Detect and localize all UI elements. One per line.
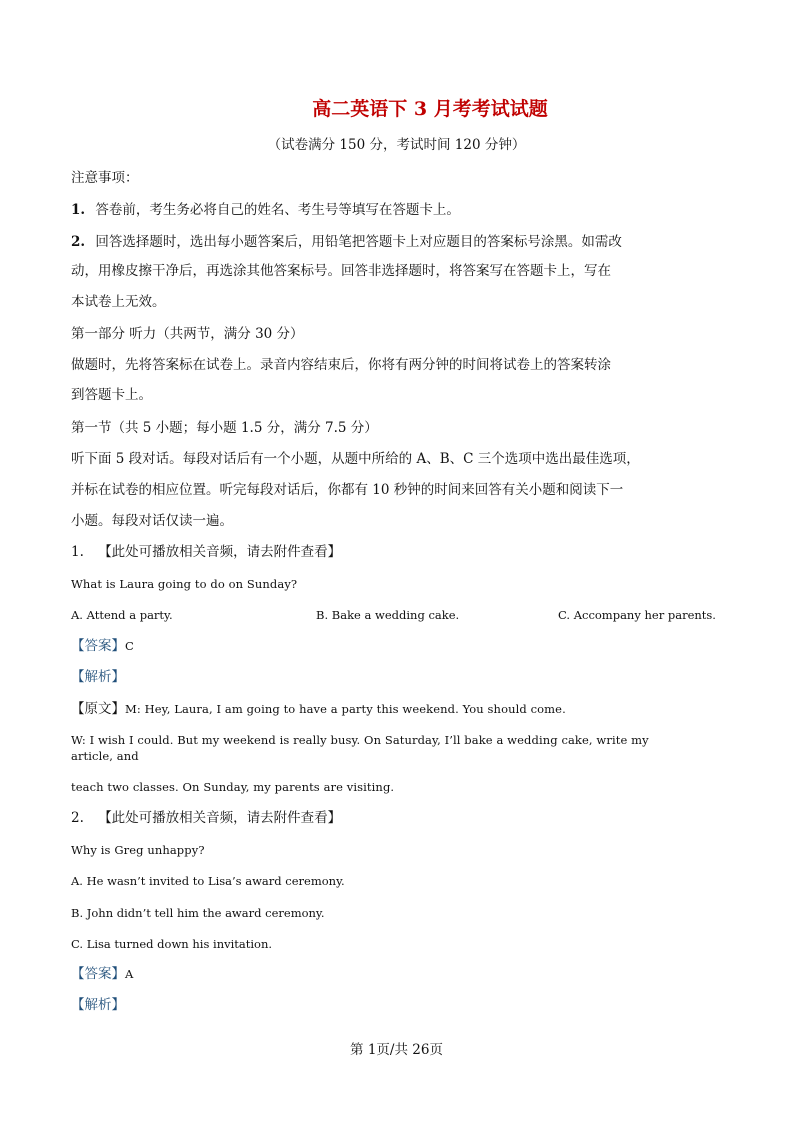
question-number: 1. xyxy=(71,544,84,560)
part1-instructions-line1: 做题时，先将答案标在试卷上。录音内容结束后，你将有两分钟的时间将试卷上的答案转涂 xyxy=(71,357,611,373)
note-item-1 xyxy=(71,201,460,219)
question-1-option-a: A. Attend a party. xyxy=(71,608,173,622)
question-2-option-a: A. He wasn’t invited to Lisa’s award ceremony. xyxy=(71,874,345,888)
note-item-2-line2: 动，用橡皮擦干净后，再选涂其他答案标号。回答非选择题时，将答案写在答题卡上，写在 xyxy=(71,263,611,279)
note-number: 1. xyxy=(71,202,86,218)
note-number: 2. xyxy=(71,234,86,250)
question-2-option-b: B. John didn’t tell him the award ceremony. xyxy=(71,906,325,920)
question-1-text: What is Laura going to do on Sunday? xyxy=(71,577,298,591)
question-1-analysis xyxy=(71,668,125,686)
question-1-answer xyxy=(71,637,134,655)
transcript-label: 【原文】 xyxy=(71,701,125,717)
page-title: 高二英语下 3 月考考试试题 xyxy=(312,98,548,120)
section1-instructions-line2: 并标在试卷的相应位置。听完每段对话后，你都有 10 秒钟的时间来回答有关小题和阅读下一 xyxy=(71,482,624,498)
page-footer: 第 1页/共 26页 xyxy=(350,1042,443,1058)
audio-placeholder: 【此处可播放相关音频，请去附件查看】 xyxy=(98,544,342,560)
answer-label: 【答案】 xyxy=(71,966,125,982)
question-2-option-c: C. Lisa turned down his invitation. xyxy=(71,937,273,951)
question-number: 2. xyxy=(71,810,84,826)
section1-instructions-line1: 听下面 5 段对话。每段对话后有一个小题，从题中所给的 A、B、C 三个选项中选出最佳选项， xyxy=(71,451,640,467)
question-2-analysis xyxy=(71,996,125,1014)
part1-heading: 第一部分 听力（共两节，满分 30 分） xyxy=(71,326,304,342)
question-1-header xyxy=(71,543,341,561)
question-1-option-b: B. Bake a wedding cake. xyxy=(316,608,460,622)
question-1-option-c: C. Accompany her parents. xyxy=(558,608,716,622)
notes-heading: 注意事项： xyxy=(71,170,139,186)
question-2-text: Why is Greg unhappy? xyxy=(71,843,205,857)
answer-value: C xyxy=(125,639,134,653)
exam-info-subtitle: （试卷满分 150 分，考试时间 120 分钟） xyxy=(267,137,526,153)
answer-value: A xyxy=(125,967,134,981)
part1-instructions-line2: 到答题卡上。 xyxy=(71,387,152,403)
note-text: 答卷前，考生务必将自己的姓名、考生号等填写在答题卡上。 xyxy=(95,202,460,218)
analysis-label: 【解析】 xyxy=(71,669,125,685)
transcript-line: W: I wish I could. But my weekend is really busy. On Saturday, I’ll bake a wedding cake, write my xyxy=(71,733,649,747)
section1-instructions-line3: 小题。每段对话仅读一遍。 xyxy=(71,513,233,529)
answer-label: 【答案】 xyxy=(71,638,125,654)
audio-placeholder: 【此处可播放相关音频，请去附件查看】 xyxy=(98,810,342,826)
note-item-2 xyxy=(71,233,622,251)
question-1-transcript xyxy=(71,700,566,718)
analysis-label: 【解析】 xyxy=(71,997,125,1013)
question-2-header xyxy=(71,809,341,827)
question-2-answer xyxy=(71,965,133,983)
section1-heading: 第一节（共 5 小题；每小题 1.5 分，满分 7.5 分） xyxy=(71,420,378,436)
note-text: 回答选择题时，选出每小题答案后，用铅笔把答题卡上对应题目的答案标号涂黑。如需改 xyxy=(95,234,622,250)
transcript-line: teach two classes. On Sunday, my parents are visiting. xyxy=(71,780,395,794)
transcript-line: article, and xyxy=(71,749,139,763)
note-item-2-line3: 本试卷上无效。 xyxy=(71,294,166,310)
transcript-line: M: Hey, Laura, I am going to have a party this weekend. You should come. xyxy=(125,702,566,716)
